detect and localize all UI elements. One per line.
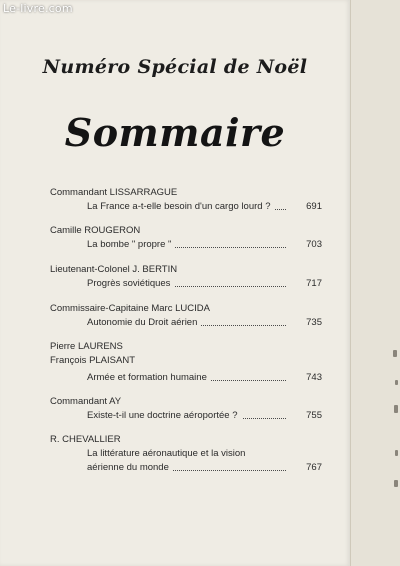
issue-subtitle: Numéro Spécial de Noël (42, 56, 308, 78)
toc-author: R. CHEVALLIER (50, 434, 121, 445)
toc-author: Camille ROUGERON (50, 225, 141, 236)
toc-entry (50, 395, 322, 423)
toc-article-title: La France a-t-elle besoin d'un cargo lourd ? (87, 200, 274, 214)
facing-page-mark (395, 380, 398, 385)
toc-line (87, 200, 322, 214)
toc-line (87, 447, 322, 461)
toc-entry (50, 263, 322, 291)
toc-author: Commissaire-Capitaine Marc LUCIDA (50, 303, 210, 314)
toc-page-number: 717 (292, 277, 322, 291)
toc-page-number: 755 (292, 409, 322, 423)
toc-page-number: 767 (292, 461, 322, 475)
toc-article-title: aérienne du monde (87, 461, 173, 475)
toc-entry (50, 186, 322, 214)
watermark-logo: Le-livre.com (3, 2, 73, 15)
toc-entry (50, 433, 322, 475)
toc-line (87, 277, 322, 291)
toc-line (87, 409, 322, 423)
toc-article-title: La littérature aéronautique et la vision (87, 447, 249, 461)
facing-page-mark (393, 350, 397, 357)
facing-page-mark (395, 450, 398, 456)
toc-page-number: 743 (292, 371, 322, 385)
toc-author: Commandant AY (50, 396, 122, 407)
toc-author: François PLAISANT (50, 355, 135, 366)
toc-line (87, 461, 322, 475)
toc-line (87, 316, 322, 330)
toc-author: Pierre LAURENS (50, 341, 123, 352)
toc-entry (50, 224, 322, 252)
toc-article-title: La bombe " propre " (87, 238, 175, 252)
facing-page-mark (394, 405, 398, 413)
toc-author: Commandant LISSARRAGUE (50, 187, 178, 198)
facing-page-edge (350, 0, 400, 566)
toc-page-number: 735 (292, 316, 322, 330)
toc-entry (50, 302, 322, 330)
toc-entry (50, 340, 322, 385)
page-title: Sommaire (64, 110, 286, 155)
facing-page-mark (394, 480, 398, 487)
toc-article-title: Autonomie du Droit aérien (87, 316, 201, 330)
toc-line (87, 371, 322, 385)
toc-article-title: Armée et formation humaine (87, 371, 211, 385)
toc-article-title: Progrès soviétiques (87, 277, 174, 291)
toc-author: Lieutenant-Colonel J. BERTIN (50, 264, 178, 275)
toc-page-number: 691 (292, 200, 322, 214)
toc-line (87, 238, 322, 252)
table-of-contents (50, 186, 322, 475)
toc-page-number: 703 (292, 238, 322, 252)
toc-article-title: Existe-t-il une doctrine aéroportée ? (87, 409, 242, 423)
